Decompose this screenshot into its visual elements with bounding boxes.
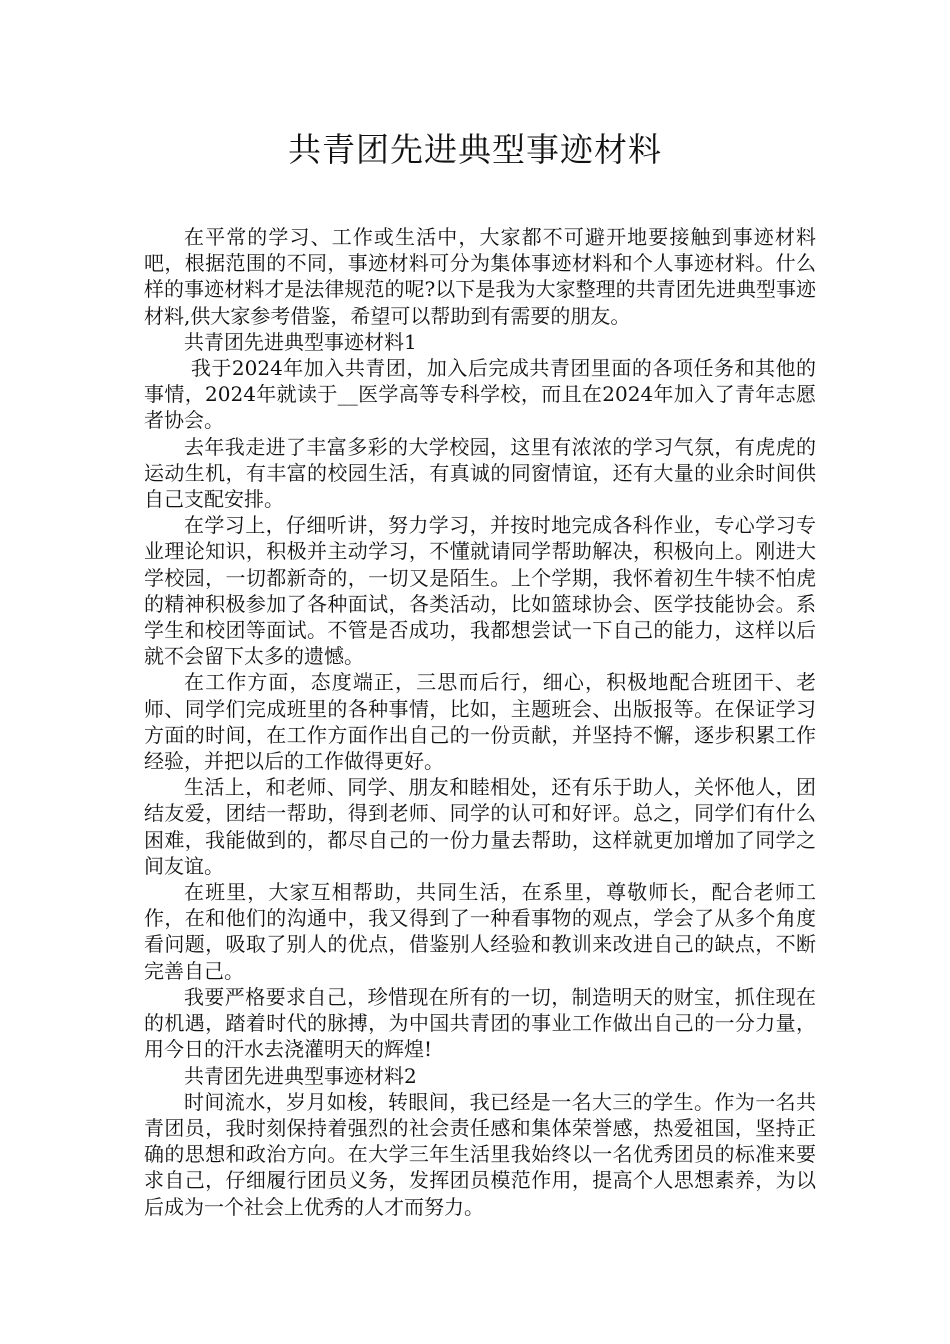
body-paragraph: 在工作方面，态度端正，三思而后行，细心，积极地配合班团干、老师、同学们完成班里的各种事情，比如，主题班会、出版报等。在保证学习方面的时间，在工作方面作出自己的一份贡献，并坚持不懈，逐步积累工作经验，并把以后的工作做得更好。 xyxy=(144,670,816,774)
body-paragraph: 我要严格要求自己，珍惜现在所有的一切，制造明天的财宝，抓住现在的机遇，踏着时代的脉搏，为中国共青团的事业工作做出自己的一分力量，用今日的汗水去浇灌明天的辉煌! xyxy=(144,984,816,1062)
body-paragraph: 在学习上，仔细听讲，努力学习，并按时地完成各科作业，专心学习专业理论知识，积极并主动学习，不懂就请同学帮助解决，积极向上。刚进大学校园，一切都新奇的，一切又是陌生。上个学期，我怀着初生牛犊不怕虎的精神积极参加了各种面试，各类活动，比如篮球协会、医学技能协会。系学生和校团等面试。不管是否成功，我都想尝试一下自己的能力，这样以后就不会留下太多的遗憾。 xyxy=(144,513,816,669)
body-paragraph: 生活上，和老师、同学、朋友和睦相处，还有乐于助人，关怀他人，团结友爱，团结一帮助，得到老师、同学的认可和好评。总之，同学们有什么困难，我能做到的，都尽自己的一份力量去帮助，这样就更加增加了同学之间友谊。 xyxy=(144,775,816,878)
body-paragraph: 我于2024年加入共青团，加入后完成共青团里面的各项任务和其他的事情，2024年就读于__医学高等专科学校，而且在2024年加入了青年志愿者协会。 xyxy=(144,356,816,433)
body-paragraph: 在班里，大家互相帮助，共同生活，在系里，尊敬师长，配合老师工作，在和他们的沟通中，我又得到了一种看事物的观点，学会了从多个角度看问题，吸取了别人的优点，借鉴别人经验和教训来改进自己的缺点，不断完善自己。 xyxy=(144,880,816,983)
body-paragraph: 时间流水，岁月如梭，转眼间，我已经是一名大三的学生。作为一名共青团员，我时刻保持着强烈的社会责任感和集体荣誉感，热爱祖国，坚持正确的思想和政治方向。在大学三年生活里我始终以一名优秀团员的标准来要求自己，仔细履行团员义务，发挥团员模范作用，提高个人思想素养，为以后成为一个社会上优秀的人才而努力。 xyxy=(144,1089,816,1219)
body-paragraph: 去年我走进了丰富多彩的大学校园，这里有浓浓的学习气氛，有虎虎的运动生机，有丰富的校园生活，有真诚的同窗情谊，还有大量的业余时间供自己支配安排。 xyxy=(144,434,816,512)
document-title: 共青团先进典型事迹材料 xyxy=(288,130,662,169)
document-body xyxy=(144,224,816,1220)
section-heading-2: 共青团先进典型事迹材料2 xyxy=(184,1063,417,1088)
intro-paragraph: 在平常的学习、工作或生活中，大家都不可避开地要接触到事迹材料吧，根据范围的不同，事迹材料可分为集体事迹材料和个人事迹材料。什么样的事迹材料才是法律规范的呢?以下是我为大家整理的共青团先进典型事迹材料,供大家参考借鉴，希望可以帮助到有需要的朋友。 xyxy=(144,225,816,328)
section-heading-1: 共青团先进典型事迹材料1 xyxy=(184,329,417,354)
